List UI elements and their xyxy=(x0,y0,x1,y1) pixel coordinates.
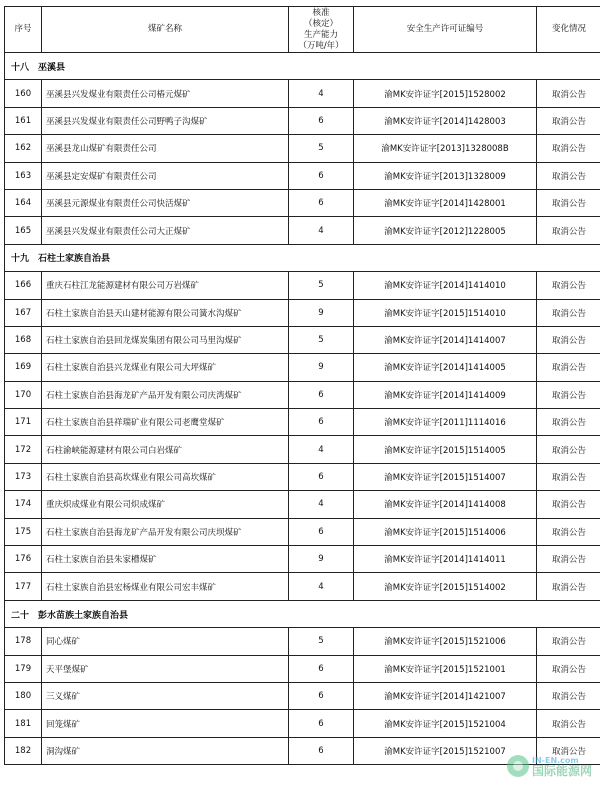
cell-change: 取消公告 xyxy=(537,107,600,134)
cell-mine-name: 巫溪县兴发煤业有限责任公司野鸭子沟煤矿 xyxy=(42,107,289,134)
header-license: 安全生产许可证编号 xyxy=(354,7,537,53)
cell-change: 取消公告 xyxy=(537,162,600,189)
cell-mine-name: 重庆炽成煤业有限公司炽成煤矿 xyxy=(42,491,289,518)
cell-change: 取消公告 xyxy=(537,217,600,244)
table-row xyxy=(5,189,600,216)
cell-change: 取消公告 xyxy=(537,573,600,600)
cell-capacity: 6 xyxy=(289,381,354,408)
table-row xyxy=(5,299,600,326)
watermark-line2: 国际能源网 xyxy=(531,764,592,778)
cell-capacity: 5 xyxy=(289,272,354,299)
header-capacity-line1: 核准 xyxy=(312,7,330,18)
cell-change: 取消公告 xyxy=(537,546,600,573)
cell-capacity: 4 xyxy=(289,573,354,600)
cell-license: 渝MK安许证字[2015]1514002 xyxy=(354,573,537,600)
table-row xyxy=(5,409,600,436)
table-row xyxy=(5,710,600,737)
cell-license: 渝MK安许证字[2015]1528002 xyxy=(354,80,537,107)
watermark xyxy=(507,755,592,777)
table-row xyxy=(5,272,600,299)
cell-mine-name: 巫溪县定安煤矿有限责任公司 xyxy=(42,162,289,189)
cell-capacity: 4 xyxy=(289,80,354,107)
table-row xyxy=(5,573,600,600)
cell-no: 162 xyxy=(5,135,42,162)
cell-mine-name: 石柱渝峡能源建材有限公司白岩煤矿 xyxy=(42,436,289,463)
cell-license: 渝MK安许证字[2015]1521001 xyxy=(354,655,537,682)
cell-mine-name: 石柱土家族自治县朱家槽煤矿 xyxy=(42,546,289,573)
cell-change: 取消公告 xyxy=(537,326,600,353)
cell-mine-name: 巫溪县元源煤业有限责任公司快活煤矿 xyxy=(42,189,289,216)
cell-license: 渝MK安许证字[2014]1414008 xyxy=(354,491,537,518)
table-body xyxy=(5,53,600,765)
table-row xyxy=(5,162,600,189)
cell-capacity: 6 xyxy=(289,162,354,189)
section-row xyxy=(5,53,600,80)
cell-license: 渝MK安许证字[2015]1514007 xyxy=(354,463,537,490)
cell-capacity: 5 xyxy=(289,326,354,353)
cell-mine-name: 洞沟煤矿 xyxy=(42,737,289,764)
table-row xyxy=(5,107,600,134)
header-no: 序号 xyxy=(5,7,42,53)
cell-license: 渝MK安许证字[2014]1414005 xyxy=(354,354,537,381)
cell-license: 渝MK安许证字[2014]1428001 xyxy=(354,189,537,216)
cell-change: 取消公告 xyxy=(537,189,600,216)
cell-capacity: 4 xyxy=(289,491,354,518)
cell-license: 渝MK安许证字[2014]1414011 xyxy=(354,546,537,573)
table-row xyxy=(5,628,600,655)
cell-no: 172 xyxy=(5,436,42,463)
cell-license: 渝MK安许证字[2014]1414007 xyxy=(354,326,537,353)
cell-mine-name: 石柱土家族自治县回龙煤炭集团有限公司马里沟煤矿 xyxy=(42,326,289,353)
header-name: 煤矿名称 xyxy=(42,7,289,53)
cell-change: 取消公告 xyxy=(537,80,600,107)
cell-mine-name: 巫溪县龙山煤矿有限责任公司 xyxy=(42,135,289,162)
cell-no: 165 xyxy=(5,217,42,244)
cell-no: 161 xyxy=(5,107,42,134)
header-change: 变化情况 xyxy=(537,7,600,53)
table-row xyxy=(5,491,600,518)
cell-mine-name: 石柱土家族自治县祥瑞矿业有限公司老鹰堂煤矿 xyxy=(42,409,289,436)
cell-license: 渝MK安许证字[2013]1328008B xyxy=(354,135,537,162)
cell-change: 取消公告 xyxy=(537,354,600,381)
cell-change: 取消公告 xyxy=(537,737,600,764)
cell-change: 取消公告 xyxy=(537,463,600,490)
cell-mine-name: 石柱土家族自治县兴龙煤业有限公司大坪煤矿 xyxy=(42,354,289,381)
cell-capacity: 4 xyxy=(289,436,354,463)
header-capacity-line2: （核定） xyxy=(303,18,338,29)
cell-change: 取消公告 xyxy=(537,272,600,299)
cell-mine-name: 回笼煤矿 xyxy=(42,710,289,737)
cell-no: 178 xyxy=(5,628,42,655)
cell-license: 渝MK安许证字[2015]1514006 xyxy=(354,518,537,545)
cell-change: 取消公告 xyxy=(537,299,600,326)
cell-no: 167 xyxy=(5,299,42,326)
cell-no: 174 xyxy=(5,491,42,518)
table-row xyxy=(5,463,600,490)
cell-mine-name: 重庆石柱江龙能源建材有限公司万岩煤矿 xyxy=(42,272,289,299)
section-row xyxy=(5,244,600,271)
cell-capacity: 9 xyxy=(289,299,354,326)
cell-license: 渝MK安许证字[2014]1414010 xyxy=(354,272,537,299)
cell-license: 渝MK安许证字[2014]1428003 xyxy=(354,107,537,134)
cell-no: 169 xyxy=(5,354,42,381)
cell-no: 163 xyxy=(5,162,42,189)
cell-no: 180 xyxy=(5,682,42,709)
cell-no: 166 xyxy=(5,272,42,299)
cell-license: 渝MK安许证字[2015]1521007 xyxy=(354,737,537,764)
table-row xyxy=(5,682,600,709)
cell-no: 168 xyxy=(5,326,42,353)
cell-change: 取消公告 xyxy=(537,436,600,463)
cell-mine-name: 巫溪县兴发煤业有限责任公司椿元煤矿 xyxy=(42,80,289,107)
section-title: 十八 巫溪县 xyxy=(5,53,600,80)
table-row xyxy=(5,217,600,244)
cell-capacity: 6 xyxy=(289,737,354,764)
cell-license: 渝MK安许证字[2014]1421007 xyxy=(354,682,537,709)
cell-no: 173 xyxy=(5,463,42,490)
header-capacity-line3: 生产能力 xyxy=(303,29,338,40)
in-en-logo-icon xyxy=(507,755,529,777)
cell-mine-name: 巫溪县兴发煤业有限责任公司大正煤矿 xyxy=(42,217,289,244)
cell-mine-name: 石柱土家族自治县海龙矿产品开发有限公司庆坝煤矿 xyxy=(42,518,289,545)
cell-no: 179 xyxy=(5,655,42,682)
table-row xyxy=(5,80,600,107)
cell-capacity: 6 xyxy=(289,518,354,545)
cell-change: 取消公告 xyxy=(537,682,600,709)
table-row xyxy=(5,326,600,353)
header-capacity xyxy=(289,7,354,53)
table-row xyxy=(5,436,600,463)
cell-license: 渝MK安许证字[2014]1414009 xyxy=(354,381,537,408)
cell-license: 渝MK安许证字[2015]1521006 xyxy=(354,628,537,655)
table-header-row xyxy=(5,7,600,53)
table-row xyxy=(5,381,600,408)
cell-mine-name: 三义煤矿 xyxy=(42,682,289,709)
section-title: 十九 石柱土家族自治县 xyxy=(5,244,600,271)
cell-mine-name: 石柱土家族自治县天山建材能源有限公司簧水沟煤矿 xyxy=(42,299,289,326)
cell-no: 182 xyxy=(5,737,42,764)
cell-capacity: 4 xyxy=(289,217,354,244)
cell-mine-name: 同心煤矿 xyxy=(42,628,289,655)
cell-no: 175 xyxy=(5,518,42,545)
cell-license: 渝MK安许证字[2012]1228005 xyxy=(354,217,537,244)
cell-change: 取消公告 xyxy=(537,491,600,518)
cell-change: 取消公告 xyxy=(537,518,600,545)
cell-change: 取消公告 xyxy=(537,628,600,655)
cell-change: 取消公告 xyxy=(537,135,600,162)
cell-capacity: 5 xyxy=(289,628,354,655)
watermark-line1: IN-EN.com xyxy=(531,756,579,765)
cell-mine-name: 石柱土家族自治县海龙矿产品开发有限公司庆湾煤矿 xyxy=(42,381,289,408)
header-capacity-line4: （万吨/年） xyxy=(298,40,344,51)
cell-no: 171 xyxy=(5,409,42,436)
table-row xyxy=(5,354,600,381)
cell-change: 取消公告 xyxy=(537,409,600,436)
table-row xyxy=(5,655,600,682)
coal-mine-table xyxy=(4,6,600,765)
cell-mine-name: 天平堡煤矿 xyxy=(42,655,289,682)
cell-capacity: 6 xyxy=(289,107,354,134)
cell-capacity: 6 xyxy=(289,710,354,737)
cell-change: 取消公告 xyxy=(537,710,600,737)
cell-mine-name: 石柱土家族自治县宏杨煤业有限公司宏丰煤矿 xyxy=(42,573,289,600)
cell-change: 取消公告 xyxy=(537,655,600,682)
cell-capacity: 6 xyxy=(289,655,354,682)
cell-no: 177 xyxy=(5,573,42,600)
cell-capacity: 9 xyxy=(289,546,354,573)
cell-no: 176 xyxy=(5,546,42,573)
cell-capacity: 6 xyxy=(289,682,354,709)
cell-no: 160 xyxy=(5,80,42,107)
watermark-text xyxy=(532,755,592,777)
cell-capacity: 9 xyxy=(289,354,354,381)
cell-no: 164 xyxy=(5,189,42,216)
cell-mine-name: 石柱土家族自治县高坎煤业有限公司高坎煤矿 xyxy=(42,463,289,490)
table-row xyxy=(5,135,600,162)
cell-no: 181 xyxy=(5,710,42,737)
cell-change: 取消公告 xyxy=(537,381,600,408)
cell-license: 渝MK安许证字[2015]1514010 xyxy=(354,299,537,326)
cell-license: 渝MK安许证字[2015]1514005 xyxy=(354,436,537,463)
table-row xyxy=(5,546,600,573)
section-title: 二十 彭水苗族土家族自治县 xyxy=(5,600,600,627)
cell-no: 170 xyxy=(5,381,42,408)
cell-license: 渝MK安许证字[2011]1114016 xyxy=(354,409,537,436)
cell-license: 渝MK安许证字[2013]1328009 xyxy=(354,162,537,189)
cell-capacity: 6 xyxy=(289,463,354,490)
cell-license: 渝MK安许证字[2015]1521004 xyxy=(354,710,537,737)
cell-capacity: 6 xyxy=(289,189,354,216)
section-row xyxy=(5,600,600,627)
cell-capacity: 5 xyxy=(289,135,354,162)
table-row xyxy=(5,518,600,545)
cell-capacity: 6 xyxy=(289,409,354,436)
